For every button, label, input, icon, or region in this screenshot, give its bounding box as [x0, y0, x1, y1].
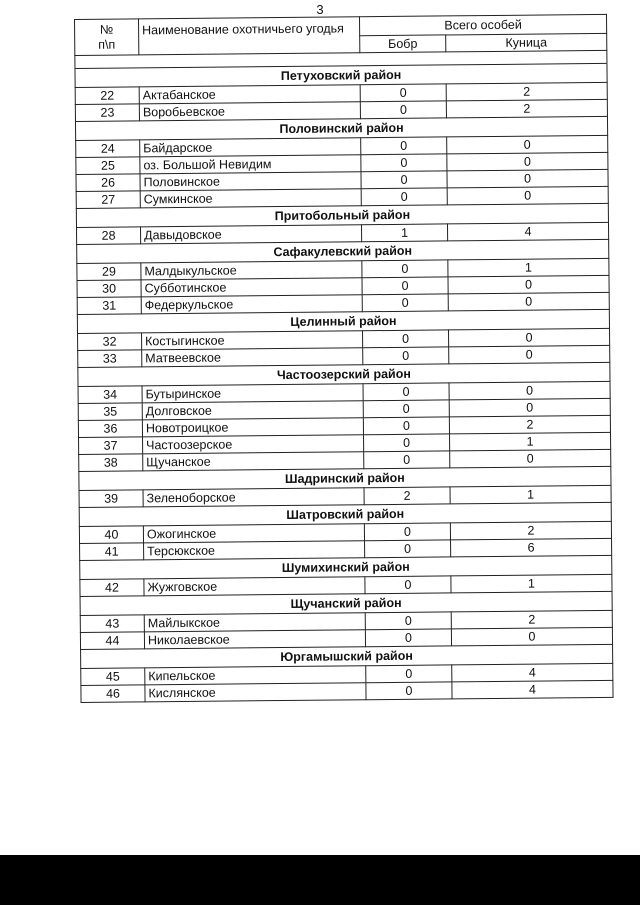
row-ground-name: Кислянское [145, 683, 366, 702]
row-beaver-count: 0 [363, 383, 449, 401]
row-beaver-count: 0 [361, 171, 447, 189]
district-name: Шумихинский район [80, 555, 612, 579]
row-number: 22 [75, 87, 139, 105]
row-ground-name: Малдыкульское [141, 261, 362, 280]
row-number: 39 [79, 490, 143, 508]
row-number: 42 [80, 579, 144, 597]
row-beaver-count: 0 [365, 576, 451, 594]
row-ground-name: Матвеевское [142, 348, 363, 367]
district-name: Сафакулевский район [77, 239, 609, 263]
row-marten-count: 4 [452, 680, 613, 699]
hunting-grounds-table [74, 14, 614, 703]
row-marten-count: 2 [450, 521, 611, 540]
row-ground-name: Сумкинское [140, 189, 361, 208]
row-beaver-count: 0 [360, 101, 446, 119]
row-marten-count: 1 [450, 485, 611, 504]
row-marten-count: 0 [447, 169, 608, 188]
row-marten-count: 0 [449, 345, 610, 364]
row-number: 41 [80, 543, 144, 561]
district-name: Петуховский район [75, 63, 607, 87]
row-beaver-count: 0 [360, 84, 446, 102]
row-beaver-count: 0 [365, 540, 451, 558]
row-beaver-count: 0 [362, 294, 448, 312]
row-beaver-count: 0 [361, 154, 447, 172]
row-beaver-count: 0 [363, 400, 449, 418]
row-ground-name: Федеркульское [141, 295, 362, 314]
row-ground-name: Щучанское [143, 452, 364, 471]
row-number: 30 [77, 280, 141, 298]
row-marten-count: 6 [451, 538, 612, 557]
row-ground-name: Байдарское [140, 138, 361, 157]
row-beaver-count: 0 [364, 523, 450, 541]
row-number: 35 [78, 403, 142, 421]
name-header: Наименование охотничьего угодья [139, 17, 360, 55]
row-number: 27 [76, 191, 140, 209]
row-marten-count: 4 [452, 663, 613, 682]
row-beaver-count: 1 [361, 224, 447, 242]
row-beaver-count: 0 [363, 347, 449, 365]
row-number: 32 [78, 333, 142, 351]
row-number: 44 [80, 632, 144, 650]
row-beaver-count: 2 [364, 487, 450, 505]
district-name: Половинский район [75, 116, 607, 140]
row-marten-count: 1 [451, 574, 612, 593]
district-name: Притобольный район [76, 203, 608, 227]
row-beaver-count: 0 [362, 260, 448, 278]
row-beaver-count: 0 [363, 417, 449, 435]
row-ground-name: Долговское [142, 401, 363, 420]
district-name: Целинный район [77, 309, 609, 333]
district-name: Шадринский район [79, 466, 611, 490]
row-marten-count: 0 [450, 449, 611, 468]
row-marten-count: 0 [447, 135, 608, 154]
row-number: 43 [80, 615, 144, 633]
district-name: Юргамышский район [81, 644, 613, 668]
row-number: 31 [77, 297, 141, 315]
row-ground-name: Субботинское [141, 278, 362, 297]
row-ground-name: Кипельское [145, 666, 366, 685]
row-beaver-count: 0 [363, 330, 449, 348]
scan-edge-shadow [0, 855, 640, 905]
row-number: 33 [78, 350, 142, 368]
table-body [75, 14, 614, 702]
district-name: Шатровский район [79, 502, 611, 526]
row-beaver-count: 0 [365, 629, 451, 647]
page-number: 3 [316, 2, 324, 17]
row-ground-name: Майлыкское [144, 613, 365, 632]
row-ground-name: Ожогинское [143, 524, 364, 543]
row-marten-count: 2 [446, 82, 607, 101]
row-beaver-count: 0 [366, 665, 452, 683]
row-number: 40 [79, 526, 143, 544]
row-number: 25 [76, 157, 140, 175]
row-marten-count: 0 [449, 381, 610, 400]
row-number: 26 [76, 174, 140, 192]
row-ground-name: Терсюкское [144, 541, 365, 560]
row-beaver-count: 0 [361, 188, 447, 206]
row-beaver-count: 0 [366, 682, 452, 700]
row-number: 24 [76, 140, 140, 158]
row-ground-name: Костыгинское [142, 331, 363, 350]
row-beaver-count: 0 [364, 451, 450, 469]
row-marten-count: 2 [446, 99, 607, 118]
row-marten-count: 0 [448, 275, 609, 294]
row-marten-count: 4 [447, 222, 608, 241]
row-ground-name: Воробьевское [139, 102, 360, 121]
row-marten-count: 0 [449, 398, 610, 417]
row-number: 38 [79, 454, 143, 472]
row-marten-count: 2 [451, 610, 612, 629]
row-number: 23 [75, 104, 139, 122]
total-header: Всего особей [359, 14, 606, 35]
row-number: 34 [78, 386, 142, 404]
district-name: Частоозерский район [78, 362, 610, 386]
num-header: № п\п [75, 19, 139, 56]
row-marten-count: 0 [447, 152, 608, 171]
row-beaver-count: 0 [365, 612, 451, 630]
district-name: Щучанский район [80, 591, 612, 615]
row-ground-name: Бутыринское [142, 384, 363, 403]
beaver-header: Бобр [360, 35, 446, 53]
row-ground-name: Жужговское [144, 577, 365, 596]
row-number: 36 [78, 420, 142, 438]
row-number: 45 [81, 668, 145, 686]
row-ground-name: оз. Большой Невидим [140, 155, 361, 174]
row-number: 29 [77, 263, 141, 281]
row-marten-count: 0 [449, 328, 610, 347]
row-beaver-count: 0 [362, 277, 448, 295]
marten-header: Куница [446, 33, 607, 52]
row-ground-name: Половинское [140, 172, 361, 191]
row-marten-count: 1 [448, 258, 609, 277]
row-ground-name: Давыдовское [140, 225, 361, 244]
row-ground-name: Зеленоборское [143, 488, 364, 507]
row-ground-name: Частоозерское [143, 435, 364, 454]
row-ground-name: Актабанское [139, 85, 360, 104]
row-marten-count: 0 [447, 186, 608, 205]
row-ground-name: Николаевское [144, 630, 365, 649]
row-number: 46 [81, 685, 145, 703]
row-beaver-count: 0 [361, 137, 447, 155]
row-number: 37 [79, 437, 143, 455]
row-beaver-count: 0 [364, 434, 450, 452]
row-ground-name: Новотроицкое [142, 418, 363, 437]
row-marten-count: 0 [448, 292, 609, 311]
row-marten-count: 1 [450, 432, 611, 451]
row-number: 28 [77, 227, 141, 245]
row-marten-count: 0 [451, 627, 612, 646]
row-marten-count: 2 [449, 415, 610, 434]
